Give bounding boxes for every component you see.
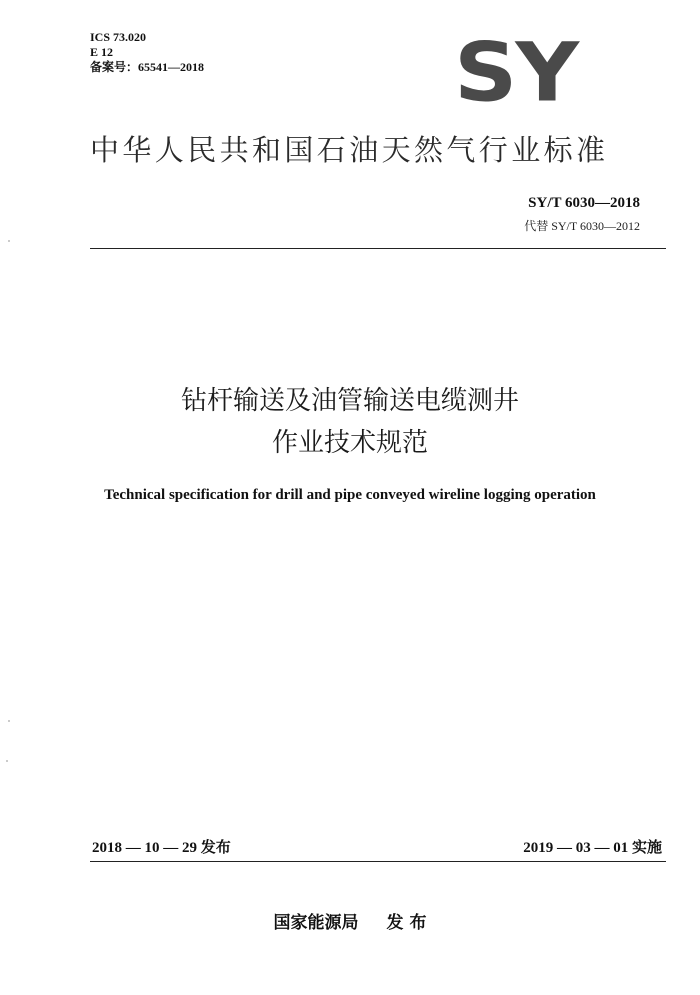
publisher-name: 国家能源局 xyxy=(273,913,359,933)
replaces-standard: 代替 SY/T 6030—2012 xyxy=(524,219,640,233)
implementation-date: 2019 — 03 — 01 实施 xyxy=(523,840,662,856)
classification-code: E 12 xyxy=(90,45,114,59)
standard-number: SY/T 6030—2018 xyxy=(528,195,640,211)
footer-divider xyxy=(90,861,666,862)
sy-logo: SY xyxy=(454,25,578,121)
title-en: Technical specification for drill and pipe conveyed wireline logging operation xyxy=(104,487,596,503)
header-divider xyxy=(90,248,666,249)
scan-speck xyxy=(6,760,8,762)
title-cn-line2: 作业技术规范 xyxy=(271,428,428,458)
issue-date: 2018 — 10 — 29 发布 xyxy=(92,840,231,856)
ics-code: ICS 73.020 xyxy=(90,30,147,44)
scan-speck xyxy=(8,720,10,722)
org-title: 中华人民共和国石油天然气行业标准 xyxy=(90,133,609,167)
filing-number: 备案号：65541—2018 xyxy=(90,60,205,74)
publisher xyxy=(0,908,700,933)
scan-speck xyxy=(8,240,10,242)
publisher-action: 发 布 xyxy=(386,913,427,933)
title-cn-line1: 钻杆输送及油管输送电缆测井 xyxy=(180,386,519,416)
